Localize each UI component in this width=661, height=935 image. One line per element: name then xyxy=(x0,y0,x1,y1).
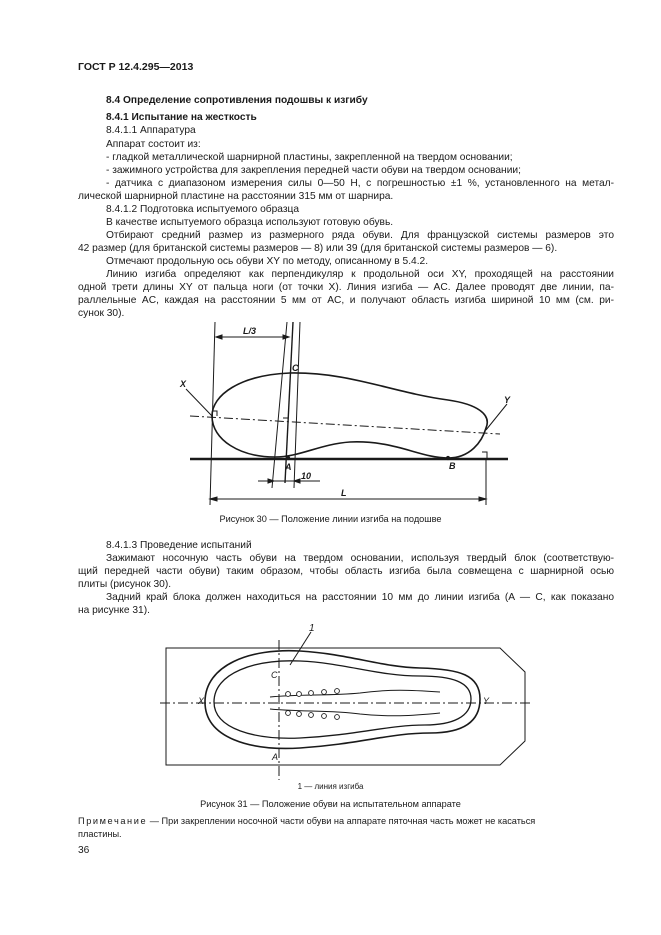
note-line-2: пластины. xyxy=(78,829,122,839)
paragraph-3: Отмечают продольную ось обуви XY по методу, описанному в 5.4.2. xyxy=(106,256,429,267)
label-10: 10 xyxy=(301,471,312,481)
paragraph-2-line-2: 42 размер (для британской системы размеров — 8) или 39 (для британской системы размеров — 6). xyxy=(78,243,558,254)
apparatus-item-2: - зажимного устройства для закрепления передней части обуви на твердом основании; xyxy=(106,165,521,176)
label-c: C xyxy=(271,670,278,680)
label-x: X xyxy=(180,379,187,389)
label-l3: L/3 xyxy=(243,326,257,336)
paragraph-6-line-1: Задний край блока должен находиться на расстоянии 10 мм до линии изгиба (A — C, как показано xyxy=(106,592,614,603)
insole-lower-line xyxy=(270,709,440,716)
paragraph-4-line-4: сунок 30). xyxy=(78,308,125,319)
note-text: — При закреплении носочной части обуви на аппарате пяточная часть может не касаться xyxy=(147,816,536,826)
subsection-heading: 8.4.1 Испытание на жесткость xyxy=(106,112,257,123)
paragraph-5-line-3: плиты (рисунок 30). xyxy=(78,579,172,590)
apparatus-item-3-line-1: - датчика с диапазоном измерения силы 0—50 Н, с погрешностью ±1 %, установленного на метал- xyxy=(106,178,614,189)
label-a: A xyxy=(272,752,279,762)
apparatus-item-3-line-2: лической шарнирной пластине на расстоянии 315 мм от шарнира. xyxy=(78,191,394,202)
label-b: B xyxy=(449,461,456,471)
paragraph-5-line-2: щий передней части обуви) таким образом, чтобы область изгиба была совмещена с шарнирной осью xyxy=(78,566,614,577)
document-header: ГОСТ Р 12.4.295—2013 xyxy=(78,61,194,73)
label-y: Y xyxy=(504,395,511,405)
subsection-8-4-1-1: 8.4.1.1 Аппаратура xyxy=(106,125,196,136)
lace-holes xyxy=(286,689,340,720)
shoe-inner-outline xyxy=(214,661,471,738)
paragraph-2-line-1: Отбирают средний размер из размерного ряда обуви. Для французской системы размеров это xyxy=(106,230,614,241)
section-heading: 8.4 Определение сопротивления подошвы к изгибу xyxy=(106,95,368,106)
paragraph-6-line-2: на рисунке 31). xyxy=(78,605,150,616)
paragraph-4-line-1: Линию изгиба определяют как перпендикуляр к продольной оси XY, проходящей на расстоянии xyxy=(106,269,614,280)
paragraph-4-line-3: раллельные AC, каждая на расстоянии 5 мм от AC, и получают область изгиба шириной 10 мм (см. ри- xyxy=(78,295,614,306)
page-number: 36 xyxy=(78,845,90,856)
label-a: A xyxy=(285,462,292,472)
apparatus-intro: Аппарат состоит из: xyxy=(106,139,201,150)
figure-31-caption: Рисунок 31 — Положение обуви на испытательном аппарате xyxy=(200,799,461,809)
paragraph-1: В качестве испытуемого образца используют готовую обувь. xyxy=(106,217,394,228)
apparatus-item-1: - гладкой металлической шарнирной пластины, закрепленной на твердом основании; xyxy=(106,152,513,163)
figure-31-legend: 1 — линия изгиба xyxy=(297,782,364,791)
label-x: X xyxy=(198,696,205,706)
note-line-1 xyxy=(78,815,535,827)
subsection-8-4-1-3: 8.4.1.3 Проведение испытаний xyxy=(106,540,252,551)
paragraph-5-line-1: Зажимают носочную часть обуви на твердом основании, используя твердый блок (соответствую- xyxy=(106,553,614,564)
label-1: 1 xyxy=(309,623,315,634)
label-c: C xyxy=(292,363,299,373)
note-label: Примечание xyxy=(78,816,148,826)
label-l: L xyxy=(341,488,347,498)
insole-upper-line xyxy=(270,690,440,697)
subsection-8-4-1-2: 8.4.1.2 Подготовка испытуемого образца xyxy=(106,204,300,215)
label-y: Y xyxy=(483,696,490,706)
figure-30-caption: Рисунок 30 — Положение линии изгиба на подошве xyxy=(219,514,442,524)
apparatus-plate xyxy=(166,648,525,765)
paragraph-4-line-2: одной трети длины XY от пальца ноги (от точки X). Линия изгиба — AC. Далее проводят две линии, па- xyxy=(78,282,614,293)
